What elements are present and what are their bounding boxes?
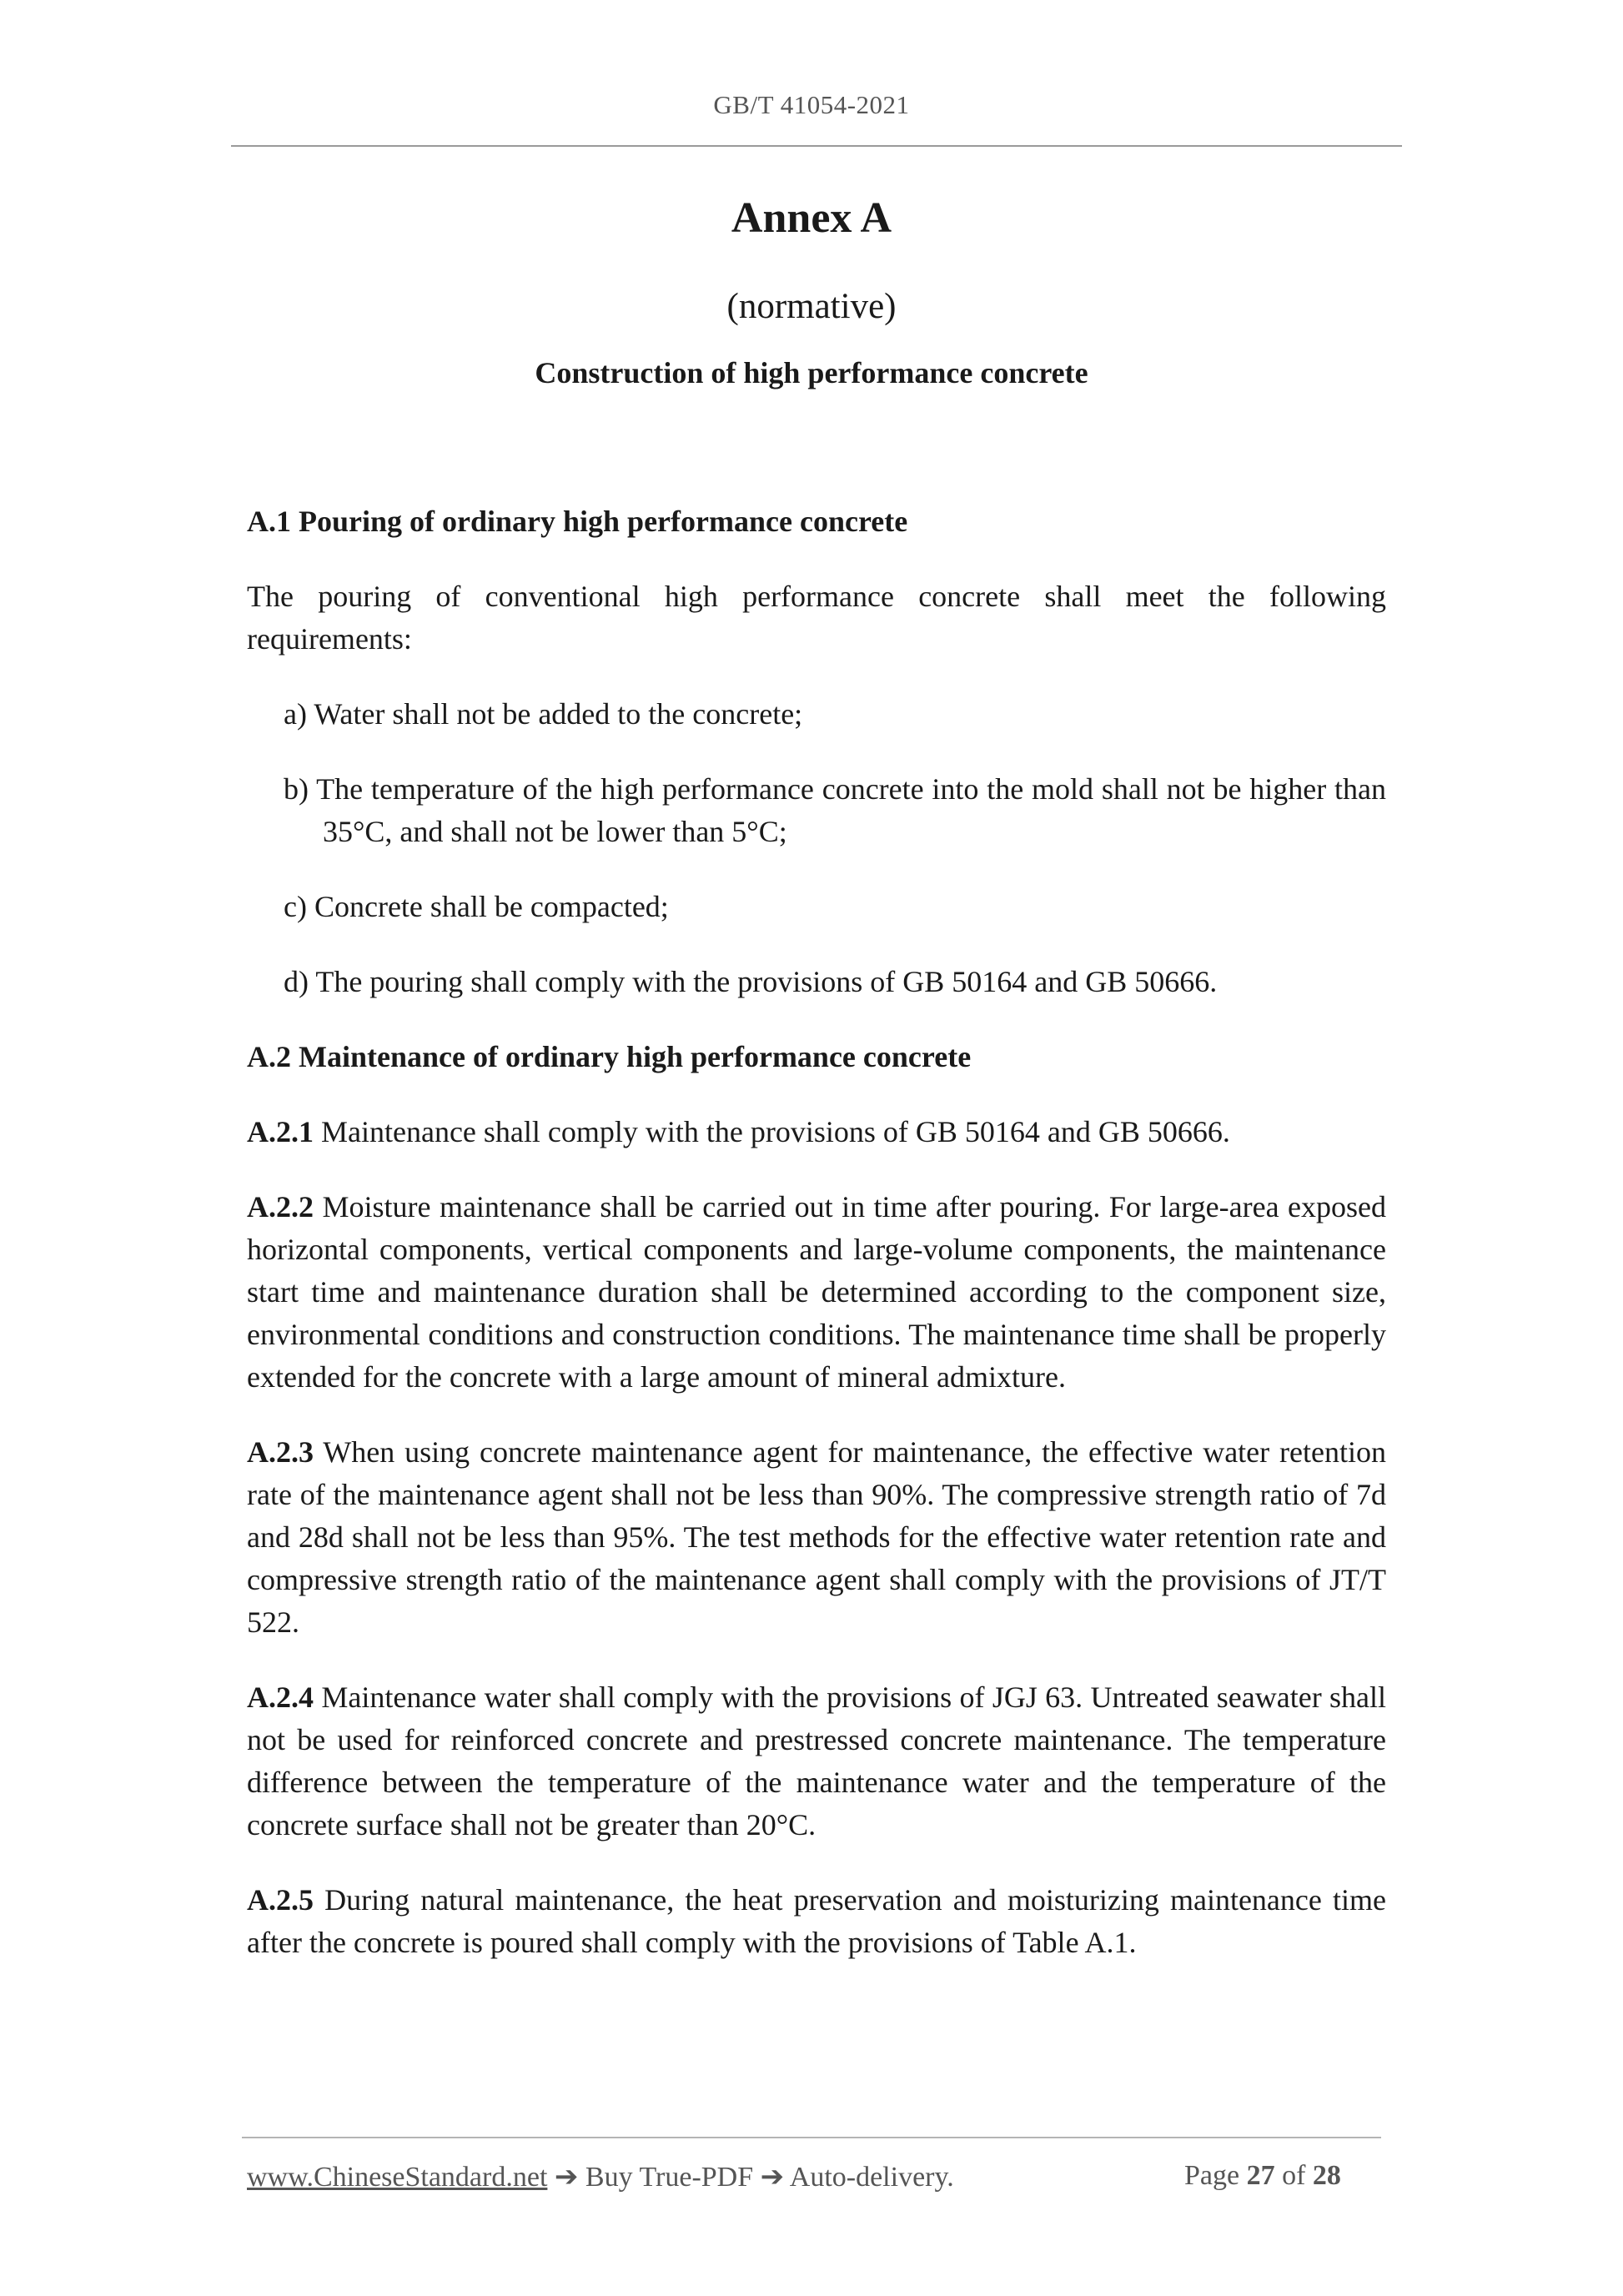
standard-code-header: GB/T 41054-2021 — [713, 90, 910, 119]
clause-text: Moisture maintenance shall be carried out in time after pouring. For large-area exposed horizontal components, vertical components and large-volume components, the maintenance start time and maintenance duration shall be determined according to the component size, environmental conditions and construction conditions. The maintenance time shall be properly extended for the concrete with a large amount of mineral admixture. — [247, 1190, 1387, 1394]
annex-title: Annex A — [731, 194, 892, 242]
delivery-text: Auto-delivery. — [789, 2162, 954, 2193]
clause-label: A.2.4 — [247, 1681, 314, 1714]
header-divider — [231, 145, 1402, 147]
clause-text: Maintenance water shall comply with the provisions of JGJ 63. Untreated seawater shall not be used for reinforced concrete and prestressed concrete maintenance. The temperature difference between the temperature of the maintenance water and the temperature of the concrete surface shall not be greater than 20°C. — [247, 1681, 1387, 1841]
clause-a2-5 — [247, 1879, 1386, 1964]
list-item-c: c) Concrete shall be compacted; — [284, 890, 669, 923]
of-word: of — [1282, 2160, 1306, 2191]
page-word: Page — [1184, 2160, 1240, 2191]
clause-a2-4 — [247, 1676, 1386, 1846]
section-a1-heading: A.1 Pouring of ordinary high performance concrete — [247, 505, 908, 538]
clause-a2-2 — [247, 1186, 1386, 1399]
clause-label: A.2.2 — [247, 1190, 314, 1223]
arrow-icon: ➔ — [760, 2162, 785, 2193]
list-item-d: d) The pouring shall comply with the provisions of GB 50164 and GB 50666. — [284, 965, 1218, 998]
clause-label: A.2.1 — [247, 1115, 314, 1148]
clause-label: A.2.3 — [247, 1435, 314, 1469]
clause-a2-3 — [247, 1431, 1386, 1644]
clause-text: When using concrete maintenance agent for maintenance, the effective water retention rate of the maintenance agent shall not be less than 90%. The compressive strength ratio of 7d and 28d shall not be less than 95%. The test methods for the effective water retention rate and compressive strength ratio of the maintenance agent shall comply with the provisions of JT/T 522. — [247, 1435, 1386, 1639]
annex-subject: Construction of high performance concrete — [535, 356, 1088, 389]
clause-a2-1 — [247, 1111, 1386, 1153]
list-item-b: b) The temperature of the high performance concrete into the mold shall not be higher than 35°C, and shall not be lower than 5°C; — [284, 772, 1386, 848]
page-indicator — [1184, 2160, 1341, 2192]
annex-type: (normative) — [726, 287, 897, 326]
buy-text: Buy True-PDF — [585, 2162, 754, 2193]
arrow-icon: ➔ — [554, 2162, 579, 2193]
document-body — [247, 500, 1386, 1997]
page-total: 28 — [1312, 2160, 1341, 2191]
clause-text: Maintenance shall comply with the provisions of GB 50164 and GB 50666. — [321, 1115, 1230, 1148]
section-a1-intro: The pouring of conventional high performance concrete shall meet the following requirements: — [247, 580, 1386, 656]
clause-text: During natural maintenance, the heat preservation and moisturizing maintenance time after the concrete is poured shall comply with the provisions of Table A.1. — [247, 1883, 1386, 1959]
website-link[interactable]: www.ChineseStandard.net — [247, 2162, 548, 2193]
footer-divider — [242, 2137, 1381, 2138]
clause-label: A.2.5 — [247, 1883, 314, 1917]
page-current: 27 — [1246, 2160, 1275, 2191]
section-a2-heading: A.2 Maintenance of ordinary high performance concrete — [247, 1040, 972, 1073]
footer-promo — [247, 2160, 954, 2193]
list-item-a: a) Water shall not be added to the concrete; — [284, 697, 803, 731]
